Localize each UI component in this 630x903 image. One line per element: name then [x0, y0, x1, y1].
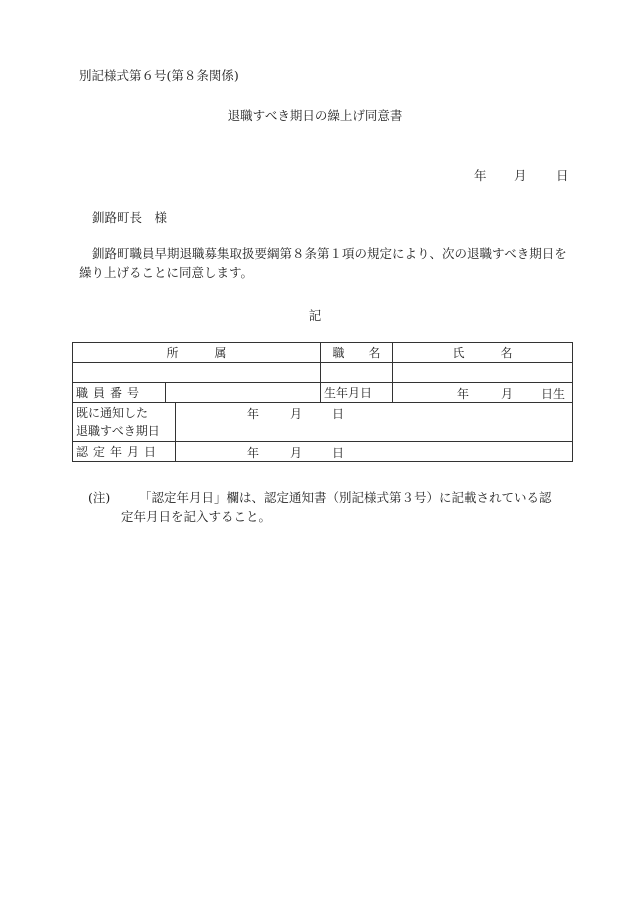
- form-number: 別記様式第６号(第８条関係): [79, 68, 239, 83]
- birthdate-value[interactable]: [393, 383, 573, 403]
- cert-month-label: 月: [290, 446, 303, 460]
- label-notified-date: [73, 403, 176, 442]
- header-affiliation: 所 属: [73, 343, 321, 363]
- date-year: 年: [474, 168, 487, 183]
- table-row: [73, 343, 573, 363]
- birth-year-label: 年: [457, 387, 470, 401]
- label-employee-no: 職員番号: [73, 383, 166, 403]
- position-value[interactable]: [321, 363, 393, 383]
- header-name: 氏 名: [393, 343, 573, 363]
- note-text: [121, 488, 579, 526]
- table-row: [73, 403, 573, 442]
- table-row: [73, 442, 573, 462]
- employee-no-value[interactable]: [166, 383, 321, 403]
- notified-year-label: 年: [247, 407, 260, 421]
- date-day: 日: [556, 168, 569, 183]
- birth-day-label: 日生: [541, 387, 566, 401]
- label-notified-line2: 退職すべき期日: [76, 424, 160, 438]
- note-label: (注): [88, 490, 111, 505]
- document-title: 退職すべき期日の繰上げ同意書: [227, 108, 403, 123]
- date-month: 月: [514, 168, 527, 183]
- affiliation-value[interactable]: [73, 363, 321, 383]
- table-row: [73, 383, 573, 403]
- header-position: 職 名: [321, 343, 393, 363]
- body-paragraph: 釧路町職員早期退職募集取扱要綱第８条第１項の規定により、次の退職すべき期日を繰り上げることに同意します。: [79, 246, 567, 280]
- ki-heading: 記: [308, 308, 322, 323]
- note-line2: 定年月日を記入すること。: [121, 509, 272, 524]
- note-line1: 「認定年月日」欄は、認定通知書（別記様式第３号）に記載されている認: [139, 490, 552, 505]
- cert-date-value[interactable]: [176, 442, 573, 462]
- cert-day-label: 日: [332, 446, 345, 460]
- cert-year-label: 年: [247, 446, 260, 460]
- label-birthdate: 生年月日: [321, 383, 393, 403]
- form-table: [72, 342, 573, 462]
- label-notified-line1: 既に通知した: [76, 406, 149, 420]
- notified-day-label: 日: [332, 407, 345, 421]
- addressee: 釧路町長 様: [92, 210, 168, 225]
- label-cert-date: 認定年月日: [73, 442, 176, 462]
- birth-month-label: 月: [501, 387, 514, 401]
- table-row: [73, 363, 573, 383]
- notified-month-label: 月: [290, 407, 303, 421]
- notified-date-value[interactable]: [176, 403, 573, 442]
- name-value[interactable]: [393, 363, 573, 383]
